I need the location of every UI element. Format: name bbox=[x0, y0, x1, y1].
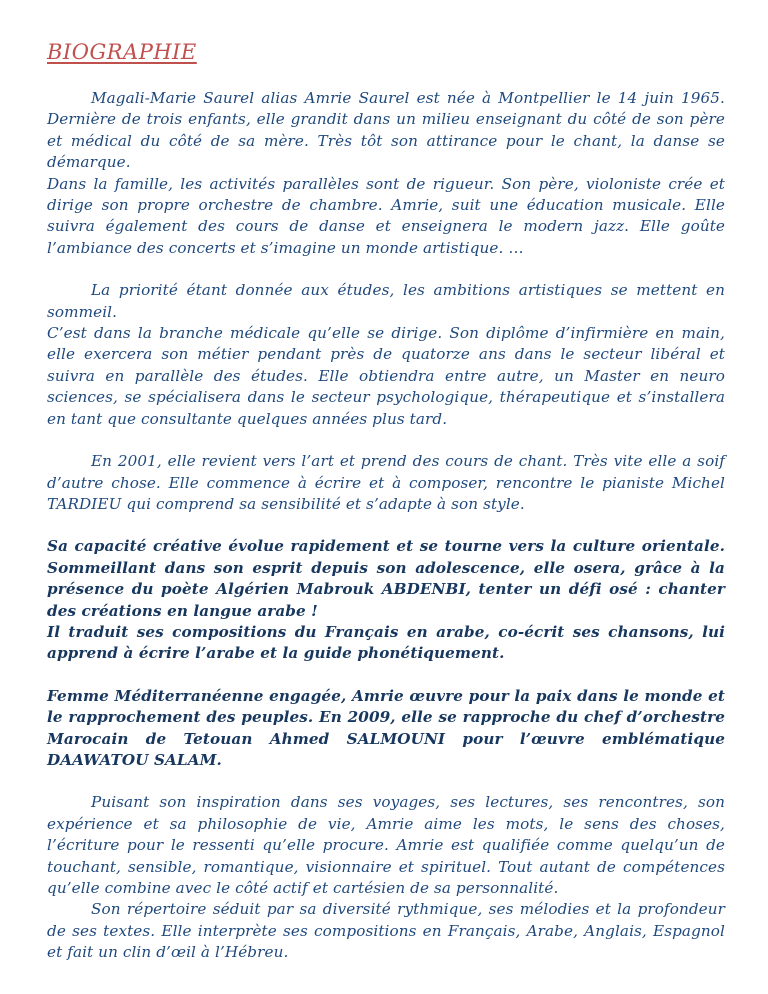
paragraph-studies-text-a: La priorité étant donnée aux études, les ambitions artistiques se mettent en sommeil. bbox=[47, 281, 725, 321]
paragraph-inspiration-text-b: Son répertoire séduit par sa diversité rythmique, ses mélodies et la profondeur de ses textes. Elle interprète ses compositions en Français, Arabe, Anglais, Espagnol et fait un clin d’œil à l’Hébreu. bbox=[47, 900, 725, 962]
paragraph-childhood bbox=[47, 88, 725, 259]
document-page bbox=[47, 40, 725, 964]
page-title: BIOGRAPHIE bbox=[47, 40, 197, 64]
paragraph-mediterranean: Femme Méditerranéenne engagée, Amrie œuvre pour la paix dans le monde et le rapprochement des peuples. En 2009, elle se rapproche du chef d’orchestre Marocain de Tetouan Ahmed SALMOUNI pour l’œuvre emblématique DAAWATOU SALAM. bbox=[47, 686, 725, 769]
paragraph-inspiration bbox=[47, 792, 725, 963]
paragraph-childhood-text-a: Magali-Marie Saurel alias Amrie Saurel est née à Montpellier le 14 juin 1965. Dernière de trois enfants, elle grandit dans un milieu enseignant du côté de son père et médical du côté de sa mère. Très tôt son attirance pour le chant, la danse se démarque. bbox=[47, 89, 725, 172]
paragraph-oriental-text-b: Il traduit ses compositions du Français en arabe, co-écrit ses chansons, lui apprend à écrire l’arabe et la guide phonétiquement. bbox=[47, 622, 725, 663]
paragraph-singing: En 2001, elle revient vers l’art et prend des cours de chant. Très vite elle a soif d’autre chose. Elle commence à écrire et à composer, rencontre le pianiste Michel TARDIEU qui comprend sa sensibilité et s’adapte à son style. bbox=[47, 452, 725, 513]
paragraph-childhood-text-b: Dans la famille, les activités parallèles sont de rigueur. Son père, violoniste crée et dirige son propre orchestre de chambre. Amrie, suit une éducation musicale. Elle suivra également des cours de danse et enseignera le modern jazz. Elle goûte l’ambiance des concerts et s’imagine un monde artistique. … bbox=[47, 174, 725, 257]
paragraph-studies-text-b: C’est dans la branche médicale qu’elle se dirige. Son diplôme d’infirmière en main, elle exercera son métier pendant près de quatorze ans dans le secteur libéral et suivra en parallèle des études. Elle obtiendra entre autre, un Master en neuro sciences, se spécialisera dans le secteur psychologique, thérapeutique et s’installera en tant que consultante quelques années plus tard. bbox=[47, 324, 725, 428]
paragraph-oriental-culture bbox=[47, 536, 725, 664]
paragraph-oriental-text-a: Sa capacité créative évolue rapidement et se tourne vers la culture orientale. Sommeillant dans son esprit depuis son adolescence, elle osera, grâce à la présence du poète Algérien Mabrouk ABDENBI, tenter un défi osé : chanter des créations en langue arabe ! bbox=[47, 537, 725, 620]
paragraph-studies bbox=[47, 280, 725, 430]
paragraph-inspiration-text-a: Puisant son inspiration dans ses voyages, ses lectures, ses rencontres, son expérience et sa philosophie de vie, Amrie aime les mots, le sens des choses, l’écriture pour le ressenti qu’elle procure. Amrie est qualifiée comme quelqu’un de touchant, sensible, romantique, visionnaire et spirituel. Tout autant de compétences qu’elle combine avec le côté actif et cartésien de sa personnalité. bbox=[47, 793, 725, 897]
